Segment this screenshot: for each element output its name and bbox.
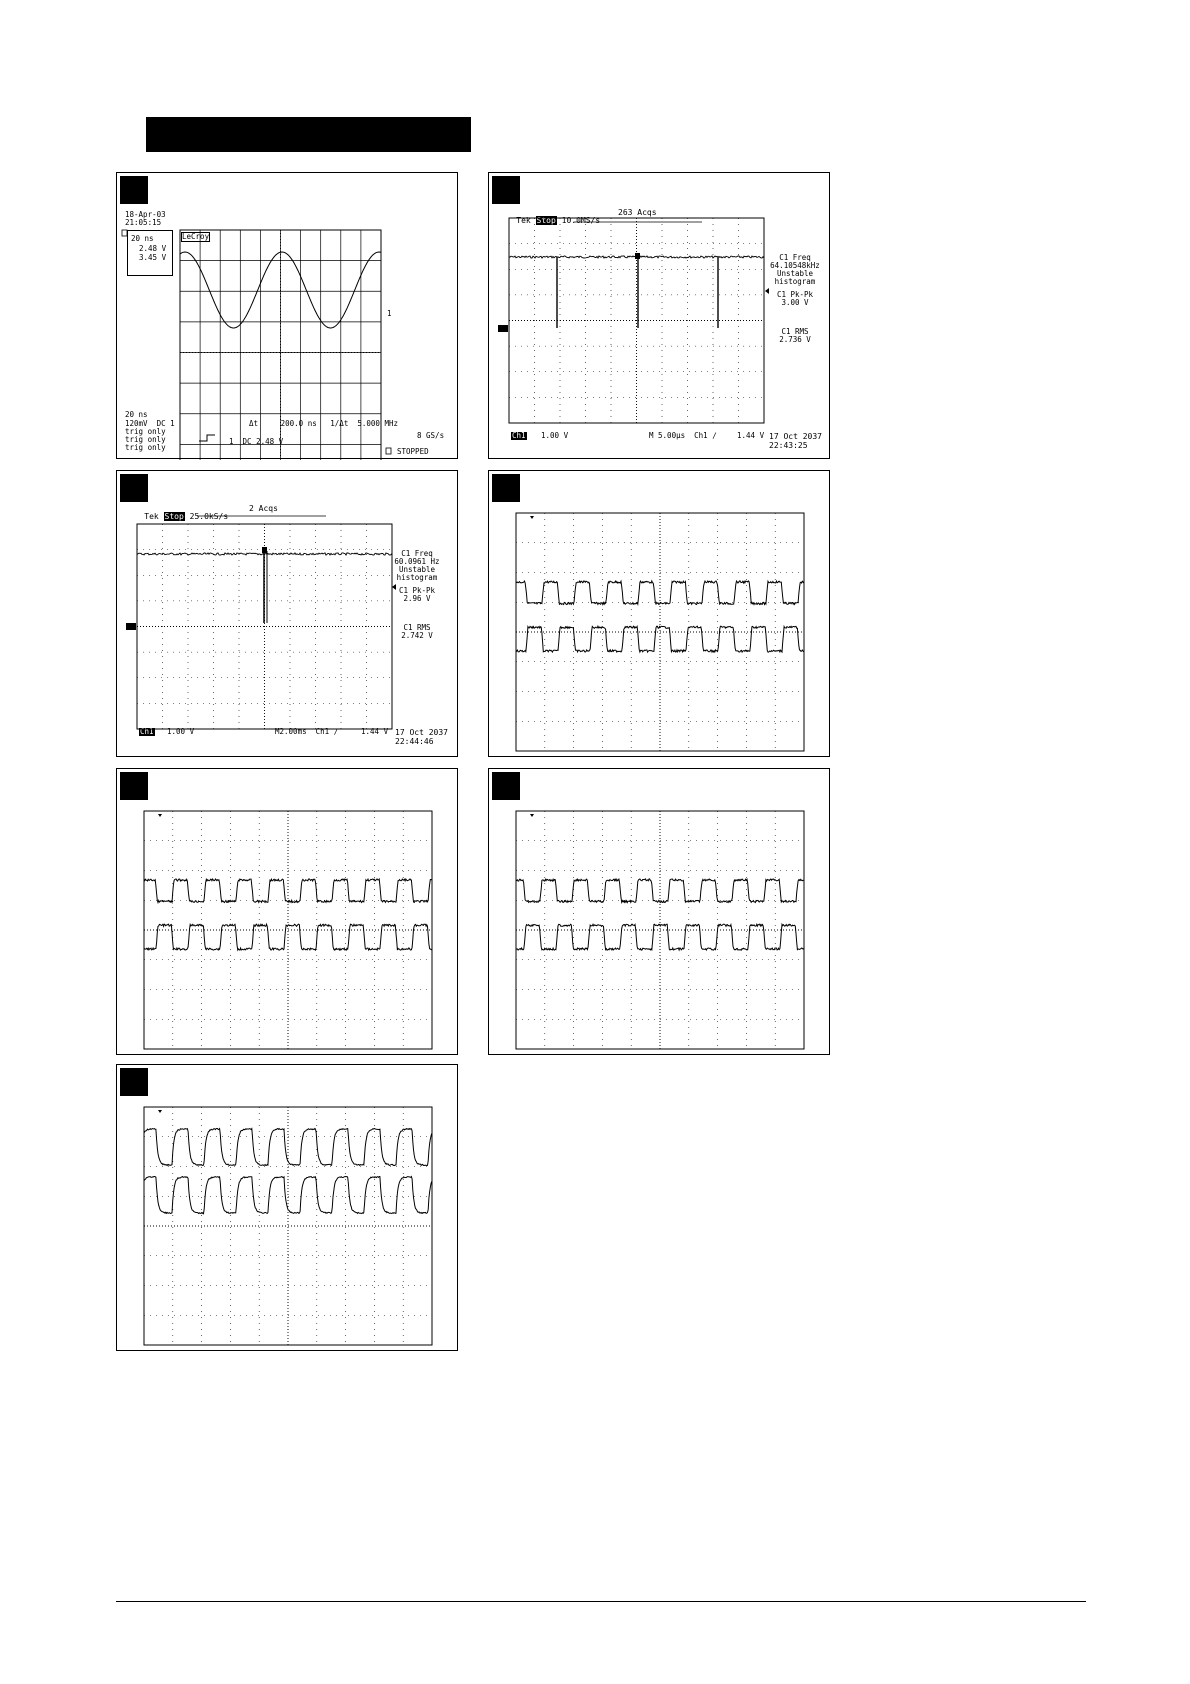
sample-rate: 8 GS/s bbox=[417, 431, 445, 440]
stopped-icon bbox=[386, 448, 391, 454]
scope-panel-3 bbox=[116, 470, 458, 757]
scope-panel-6 bbox=[488, 768, 830, 1055]
meas-rms-label: C1 RMS bbox=[781, 327, 809, 336]
meas-freq-status: Unstable bbox=[398, 565, 436, 574]
acq-count: 2 Acqs bbox=[249, 504, 278, 513]
meas-pkpk-label: C1 Pk-Pk bbox=[776, 290, 814, 299]
timebase-readout: M2.00ms Ch1 ∕ bbox=[275, 727, 339, 736]
meas-rms-label: C1 RMS bbox=[403, 623, 431, 632]
cursor-v2: 3.45 V bbox=[139, 253, 167, 262]
scope-panel-5 bbox=[116, 768, 458, 1055]
section-title-bar bbox=[146, 117, 471, 152]
ch1-setting: 120mV DC 1 bbox=[125, 419, 175, 428]
waveform-display bbox=[117, 471, 459, 758]
meas-pkpk-value: 3.00 V bbox=[781, 298, 809, 307]
waveform-display bbox=[489, 769, 831, 1056]
scope-panel-7 bbox=[116, 1064, 458, 1351]
delta-t-readout: Δt 200.0 ns 1/Δt 5.000 MHz bbox=[249, 419, 399, 428]
capture-date: 18-Apr-03 bbox=[125, 210, 166, 219]
meas-freq-mode: histogram bbox=[774, 277, 816, 286]
timebase-label: 20 ns bbox=[125, 410, 148, 419]
trigger-level-arrow-icon bbox=[765, 288, 769, 294]
trigger-position-icon bbox=[635, 253, 640, 259]
capture-date: 17 Oct 2037 bbox=[769, 432, 822, 441]
meas-rms-value: 2.742 V bbox=[401, 631, 433, 640]
meas-pkpk-label: C1 Pk-Pk bbox=[398, 586, 436, 595]
meas-pkpk-value: 2.96 V bbox=[403, 594, 431, 603]
trigger-marker-icon bbox=[158, 814, 162, 817]
waveform-display bbox=[117, 769, 459, 1056]
volts-per-div: 1.00 V bbox=[541, 431, 569, 440]
trigger-edge-icon bbox=[199, 435, 215, 441]
ch3-setting: trig only bbox=[125, 435, 166, 444]
trigger-marker-icon bbox=[122, 230, 127, 236]
trigger-position-icon bbox=[262, 547, 267, 553]
trigger-level: 1.44 V bbox=[737, 431, 765, 440]
scope-brand: LeCroy bbox=[182, 232, 210, 241]
meas-freq-label: C1 Freq bbox=[779, 253, 811, 262]
sample-rate: 25.0kS/s bbox=[189, 512, 229, 521]
channel-label: Ch1 bbox=[140, 727, 154, 736]
waveform-display bbox=[117, 173, 459, 460]
capture-time: 22:43:25 bbox=[769, 441, 808, 450]
capture-time: 22:44:46 bbox=[395, 737, 434, 746]
meas-freq-status: Unstable bbox=[776, 269, 814, 278]
meas-freq-value: 64.10548kHz bbox=[770, 261, 820, 270]
acq-count: 263 Acqs bbox=[618, 208, 657, 217]
trigger-level: 1.44 V bbox=[361, 727, 389, 736]
trigger-marker-icon bbox=[530, 516, 534, 519]
trigger-level-arrow-icon bbox=[392, 584, 396, 590]
meas-freq-value: 60.0961 Hz bbox=[394, 557, 440, 566]
scope-panel-1 bbox=[116, 172, 458, 459]
cursor-v1: 2.48 V bbox=[139, 244, 167, 253]
scope-brand: Tek bbox=[144, 512, 159, 521]
waveform-display bbox=[489, 471, 831, 758]
footer-rule bbox=[116, 1601, 1086, 1602]
capture-time: 21:05:15 bbox=[125, 218, 162, 227]
capture-date: 17 Oct 2037 bbox=[395, 728, 448, 737]
trigger-info: 1 DC 2.48 V bbox=[229, 437, 284, 446]
channel-ground-marker-icon bbox=[498, 325, 508, 332]
waveform-display bbox=[489, 173, 831, 460]
channel-label: Ch1 bbox=[512, 431, 526, 440]
channel-marker: 1 bbox=[387, 309, 392, 318]
scope-panel-4 bbox=[488, 470, 830, 757]
trigger-marker-icon bbox=[158, 1110, 162, 1113]
scope-brand: Tek bbox=[516, 216, 531, 225]
ch2-setting: trig only bbox=[125, 427, 166, 436]
trigger-marker-icon bbox=[530, 814, 534, 817]
meas-rms-value: 2.736 V bbox=[779, 335, 811, 344]
meas-freq-mode: histogram bbox=[396, 573, 438, 582]
cursor-time: 20 ns bbox=[131, 234, 154, 243]
waveform-display bbox=[117, 1065, 459, 1352]
run-state: Stop bbox=[536, 216, 556, 225]
timebase-readout: M 5.00µs Ch1 ∕ bbox=[649, 431, 717, 440]
scope-panel-2 bbox=[488, 172, 830, 459]
acq-status: STOPPED bbox=[397, 447, 429, 456]
volts-per-div: 1.00 V bbox=[167, 727, 195, 736]
ch4-setting: trig only bbox=[125, 443, 166, 452]
sample-rate: 10.0MS/s bbox=[561, 216, 601, 225]
channel-ground-marker-icon bbox=[126, 623, 136, 630]
meas-freq-label: C1 Freq bbox=[401, 549, 433, 558]
run-state: Stop bbox=[164, 512, 184, 521]
